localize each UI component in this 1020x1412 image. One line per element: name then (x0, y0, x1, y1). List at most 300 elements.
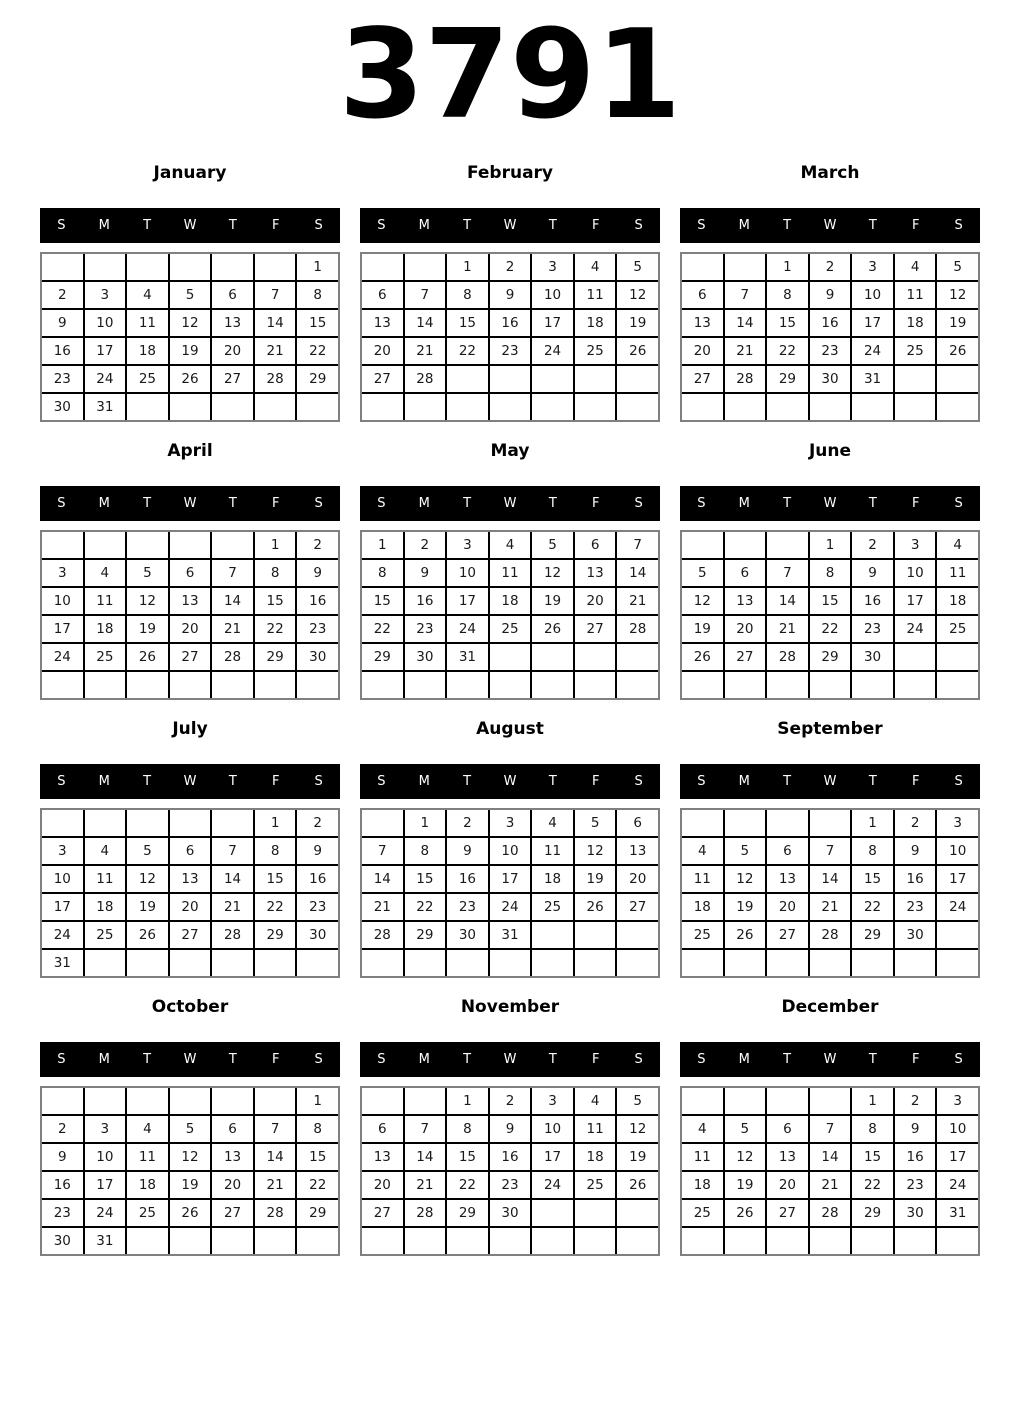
day-cell: 16 (297, 866, 338, 892)
day-cell: 1 (852, 1088, 893, 1114)
empty-day-cell (895, 644, 936, 670)
empty-day-cell (682, 950, 723, 976)
day-cell: 17 (852, 310, 893, 336)
day-cell: 13 (575, 560, 616, 586)
day-cell: 17 (490, 866, 531, 892)
empty-day-cell (532, 1228, 573, 1254)
empty-day-cell (937, 366, 978, 392)
empty-day-cell (212, 532, 253, 558)
day-cell: 6 (212, 282, 253, 308)
day-cell: 20 (170, 616, 211, 642)
day-cell: 20 (212, 338, 253, 364)
day-cell: 27 (212, 1200, 253, 1226)
empty-day-cell (170, 254, 211, 280)
weekday-label: W (823, 218, 837, 233)
day-grid-border (680, 530, 980, 700)
day-cell: 22 (255, 616, 296, 642)
empty-day-cell (362, 254, 403, 280)
day-cell: 21 (255, 338, 296, 364)
day-cell: 12 (725, 1144, 766, 1170)
weekday-header-row (680, 486, 980, 521)
empty-day-cell (575, 394, 616, 420)
day-cell: 12 (170, 1144, 211, 1170)
empty-day-cell (405, 672, 446, 698)
empty-day-cell (255, 950, 296, 976)
day-cell: 8 (447, 282, 488, 308)
empty-day-cell (895, 950, 936, 976)
day-cell: 23 (895, 894, 936, 920)
empty-day-cell (212, 672, 253, 698)
day-cell: 4 (127, 1116, 168, 1142)
day-cell: 7 (767, 560, 808, 586)
day-cell: 11 (532, 838, 573, 864)
empty-day-cell (725, 672, 766, 698)
empty-day-cell (255, 394, 296, 420)
empty-day-cell (297, 672, 338, 698)
day-grid (682, 532, 978, 698)
day-cell: 23 (405, 616, 446, 642)
day-cell: 9 (490, 282, 531, 308)
day-cell: 30 (297, 922, 338, 948)
day-cell: 15 (297, 1144, 338, 1170)
day-cell: 12 (127, 588, 168, 614)
day-cell: 25 (532, 894, 573, 920)
day-cell: 15 (852, 866, 893, 892)
day-cell: 11 (575, 282, 616, 308)
day-cell: 25 (85, 644, 126, 670)
day-cell: 7 (405, 282, 446, 308)
day-cell: 25 (85, 922, 126, 948)
day-cell: 22 (447, 1172, 488, 1198)
weekday-label: T (783, 1052, 792, 1067)
day-cell: 5 (170, 1116, 211, 1142)
day-cell: 17 (42, 894, 83, 920)
day-cell: 30 (297, 644, 338, 670)
day-cell: 18 (682, 894, 723, 920)
day-cell: 13 (767, 1144, 808, 1170)
day-cell: 2 (852, 532, 893, 558)
day-cell: 20 (617, 866, 658, 892)
weekday-label: S (954, 774, 963, 789)
day-cell: 17 (895, 588, 936, 614)
day-cell: 14 (405, 1144, 446, 1170)
empty-day-cell (810, 1088, 851, 1114)
empty-day-cell (575, 366, 616, 392)
empty-day-cell (682, 810, 723, 836)
empty-day-cell (405, 394, 446, 420)
weekday-label: F (271, 218, 280, 233)
day-cell: 17 (42, 616, 83, 642)
day-cell: 24 (490, 894, 531, 920)
empty-day-cell (255, 1228, 296, 1254)
day-cell: 17 (532, 310, 573, 336)
month-name: January (153, 163, 227, 183)
empty-day-cell (212, 950, 253, 976)
day-cell: 11 (682, 866, 723, 892)
empty-day-cell (725, 1088, 766, 1114)
month-name: February (466, 163, 554, 183)
month-block (680, 163, 980, 422)
day-cell: 21 (405, 338, 446, 364)
day-cell: 3 (937, 810, 978, 836)
day-cell: 29 (255, 644, 296, 670)
day-cell: 21 (725, 338, 766, 364)
empty-day-cell (362, 1088, 403, 1114)
month-block (360, 163, 660, 422)
day-cell: 19 (682, 616, 723, 642)
day-cell: 18 (682, 1172, 723, 1198)
day-cell: 24 (42, 922, 83, 948)
empty-day-cell (532, 672, 573, 698)
empty-day-cell (767, 1228, 808, 1254)
empty-day-cell (170, 532, 211, 558)
weekday-label: M (418, 1052, 430, 1067)
empty-day-cell (682, 394, 723, 420)
day-cell: 20 (725, 616, 766, 642)
day-cell: 25 (682, 1200, 723, 1226)
day-cell: 9 (42, 310, 83, 336)
day-grid (682, 1088, 978, 1254)
day-cell: 29 (447, 1200, 488, 1226)
day-cell: 13 (725, 588, 766, 614)
day-cell: 28 (362, 922, 403, 948)
empty-day-cell (617, 366, 658, 392)
day-cell: 6 (170, 838, 211, 864)
day-cell: 24 (85, 366, 126, 392)
day-cell: 6 (575, 532, 616, 558)
empty-day-cell (85, 1088, 126, 1114)
day-cell: 7 (617, 532, 658, 558)
weekday-label: F (911, 496, 920, 511)
weekday-header-row (40, 1042, 340, 1077)
day-cell: 9 (895, 1116, 936, 1142)
empty-day-cell (725, 1228, 766, 1254)
empty-day-cell (617, 1228, 658, 1254)
empty-day-cell (617, 922, 658, 948)
day-cell: 25 (490, 616, 531, 642)
day-cell: 30 (895, 1200, 936, 1226)
empty-day-cell (405, 254, 446, 280)
day-cell: 23 (297, 894, 338, 920)
day-cell: 15 (447, 1144, 488, 1170)
day-cell: 27 (682, 366, 723, 392)
day-cell: 18 (937, 588, 978, 614)
day-cell: 7 (212, 560, 253, 586)
empty-day-cell (42, 1088, 83, 1114)
day-cell: 22 (362, 616, 403, 642)
day-cell: 4 (575, 1088, 616, 1114)
weekday-label: S (377, 218, 386, 233)
day-cell: 30 (810, 366, 851, 392)
empty-day-cell (85, 810, 126, 836)
day-cell: 22 (255, 894, 296, 920)
day-cell: 3 (490, 810, 531, 836)
empty-day-cell (725, 810, 766, 836)
day-cell: 12 (170, 310, 211, 336)
day-cell: 17 (85, 338, 126, 364)
empty-day-cell (852, 394, 893, 420)
day-cell: 9 (297, 560, 338, 586)
day-grid (42, 1088, 338, 1254)
day-grid-border (360, 252, 660, 422)
empty-day-cell (682, 1228, 723, 1254)
day-cell: 5 (127, 560, 168, 586)
weekday-header-row (40, 764, 340, 799)
day-grid-border (680, 252, 980, 422)
day-cell: 31 (447, 644, 488, 670)
empty-day-cell (447, 366, 488, 392)
weekday-label: M (418, 496, 430, 511)
weekday-label: T (228, 218, 237, 233)
day-cell: 1 (447, 254, 488, 280)
day-cell: 5 (937, 254, 978, 280)
day-cell: 31 (490, 922, 531, 948)
day-cell: 25 (575, 338, 616, 364)
day-cell: 18 (532, 866, 573, 892)
day-cell: 5 (725, 838, 766, 864)
day-cell: 12 (532, 560, 573, 586)
day-cell: 16 (852, 588, 893, 614)
day-grid (42, 532, 338, 698)
day-cell: 8 (810, 560, 851, 586)
day-cell: 16 (42, 338, 83, 364)
month-name: October (151, 997, 229, 1017)
empty-day-cell (490, 950, 531, 976)
empty-day-cell (895, 394, 936, 420)
empty-day-cell (405, 1228, 446, 1254)
day-cell: 19 (170, 1172, 211, 1198)
empty-day-cell (362, 950, 403, 976)
day-cell: 21 (617, 588, 658, 614)
day-cell: 19 (617, 1144, 658, 1170)
day-cell: 6 (725, 560, 766, 586)
weekday-label: S (697, 496, 706, 511)
empty-day-cell (490, 394, 531, 420)
empty-day-cell (212, 810, 253, 836)
day-cell: 2 (810, 254, 851, 280)
weekday-label: S (377, 774, 386, 789)
empty-day-cell (362, 1228, 403, 1254)
day-cell: 31 (852, 366, 893, 392)
empty-day-cell (937, 950, 978, 976)
day-cell: 8 (405, 838, 446, 864)
day-cell: 25 (937, 616, 978, 642)
day-cell: 18 (85, 616, 126, 642)
weekday-label: S (57, 1052, 66, 1067)
day-cell: 2 (895, 1088, 936, 1114)
month-block (40, 441, 340, 700)
day-cell: 1 (297, 1088, 338, 1114)
weekday-label: S (57, 774, 66, 789)
day-cell: 13 (682, 310, 723, 336)
empty-day-cell (682, 1088, 723, 1114)
month-name: June (808, 441, 852, 461)
day-cell: 9 (297, 838, 338, 864)
empty-day-cell (767, 810, 808, 836)
day-cell: 20 (767, 894, 808, 920)
day-cell: 15 (255, 866, 296, 892)
empty-day-cell (532, 950, 573, 976)
weekday-label: T (548, 1052, 557, 1067)
day-cell: 30 (852, 644, 893, 670)
day-cell: 14 (255, 1144, 296, 1170)
empty-day-cell (127, 1228, 168, 1254)
day-cell: 24 (937, 894, 978, 920)
day-cell: 22 (297, 338, 338, 364)
day-cell: 23 (852, 616, 893, 642)
weekday-label: T (463, 774, 472, 789)
day-cell: 7 (810, 1116, 851, 1142)
day-cell: 17 (85, 1172, 126, 1198)
weekday-label: T (868, 774, 877, 789)
day-cell: 3 (852, 254, 893, 280)
weekday-label: M (738, 496, 750, 511)
weekday-label: S (314, 774, 323, 789)
day-cell: 26 (725, 922, 766, 948)
empty-day-cell (810, 394, 851, 420)
day-cell: 27 (725, 644, 766, 670)
day-cell: 13 (170, 588, 211, 614)
weekday-header-row (680, 208, 980, 243)
empty-day-cell (127, 810, 168, 836)
empty-day-cell (170, 950, 211, 976)
empty-day-cell (852, 1228, 893, 1254)
weekday-label: M (98, 774, 110, 789)
weekday-label: S (634, 1052, 643, 1067)
day-cell: 11 (127, 1144, 168, 1170)
day-cell: 26 (127, 922, 168, 948)
day-cell: 24 (447, 616, 488, 642)
weekday-label: S (697, 1052, 706, 1067)
day-cell: 29 (852, 1200, 893, 1226)
weekday-label: F (591, 774, 600, 789)
day-cell: 20 (170, 894, 211, 920)
day-cell: 23 (447, 894, 488, 920)
day-cell: 4 (85, 838, 126, 864)
empty-day-cell (490, 644, 531, 670)
month-block (40, 719, 340, 978)
empty-day-cell (937, 1228, 978, 1254)
month-name: December (781, 997, 879, 1017)
weekday-label: T (463, 496, 472, 511)
day-cell: 8 (447, 1116, 488, 1142)
day-cell: 3 (447, 532, 488, 558)
day-cell: 2 (297, 810, 338, 836)
empty-day-cell (42, 672, 83, 698)
day-cell: 17 (937, 866, 978, 892)
empty-day-cell (767, 394, 808, 420)
weekday-label: F (911, 1052, 920, 1067)
day-cell: 31 (85, 1228, 126, 1254)
month-name: September (777, 719, 883, 739)
month-block (680, 997, 980, 1256)
day-cell: 27 (170, 922, 211, 948)
day-cell: 3 (532, 1088, 573, 1114)
day-cell: 10 (85, 310, 126, 336)
month-block (360, 441, 660, 700)
weekday-label: S (57, 218, 66, 233)
day-cell: 10 (42, 588, 83, 614)
day-cell: 22 (767, 338, 808, 364)
day-cell: 6 (682, 282, 723, 308)
month-name: July (172, 719, 208, 739)
day-cell: 28 (617, 616, 658, 642)
weekday-label: S (377, 496, 386, 511)
empty-day-cell (212, 1228, 253, 1254)
month-name: August (476, 719, 544, 739)
day-cell: 25 (575, 1172, 616, 1198)
weekday-label: T (548, 218, 557, 233)
month-name: November (460, 997, 560, 1017)
day-cell: 19 (127, 616, 168, 642)
day-cell: 26 (937, 338, 978, 364)
day-cell: 1 (810, 532, 851, 558)
day-cell: 6 (170, 560, 211, 586)
empty-day-cell (255, 254, 296, 280)
empty-day-cell (85, 532, 126, 558)
day-cell: 30 (42, 394, 83, 420)
day-cell: 14 (725, 310, 766, 336)
empty-day-cell (575, 1200, 616, 1226)
day-cell: 25 (895, 338, 936, 364)
day-cell: 26 (127, 644, 168, 670)
weekday-label: T (463, 218, 472, 233)
day-cell: 7 (405, 1116, 446, 1142)
day-cell: 28 (767, 644, 808, 670)
day-cell: 3 (895, 532, 936, 558)
weekday-label: S (377, 1052, 386, 1067)
day-cell: 31 (937, 1200, 978, 1226)
day-cell: 19 (575, 866, 616, 892)
weekday-label: F (271, 1052, 280, 1067)
weekday-header-row (360, 486, 660, 521)
empty-day-cell (725, 394, 766, 420)
weekday-header-row (360, 1042, 660, 1077)
day-grid (362, 254, 658, 420)
day-cell: 24 (42, 644, 83, 670)
empty-day-cell (767, 672, 808, 698)
day-grid-border (360, 808, 660, 978)
weekday-header-row (680, 764, 980, 799)
weekday-label: T (228, 1052, 237, 1067)
weekday-label: W (503, 218, 517, 233)
day-grid-border (680, 1086, 980, 1256)
empty-day-cell (937, 922, 978, 948)
weekday-header-row (40, 208, 340, 243)
day-cell: 26 (575, 894, 616, 920)
weekday-label: S (634, 496, 643, 511)
weekday-label: W (183, 1052, 197, 1067)
day-cell: 14 (362, 866, 403, 892)
day-cell: 27 (170, 644, 211, 670)
day-cell: 2 (895, 810, 936, 836)
weekday-header-row (360, 764, 660, 799)
day-cell: 27 (212, 366, 253, 392)
weekday-label: M (98, 496, 110, 511)
day-cell: 8 (767, 282, 808, 308)
day-cell: 22 (297, 1172, 338, 1198)
day-cell: 16 (810, 310, 851, 336)
day-cell: 22 (405, 894, 446, 920)
empty-day-cell (42, 810, 83, 836)
day-grid (362, 810, 658, 976)
day-cell: 21 (212, 616, 253, 642)
day-cell: 21 (767, 616, 808, 642)
day-cell: 18 (575, 1144, 616, 1170)
day-cell: 22 (810, 616, 851, 642)
day-cell: 26 (617, 338, 658, 364)
day-cell: 20 (362, 338, 403, 364)
